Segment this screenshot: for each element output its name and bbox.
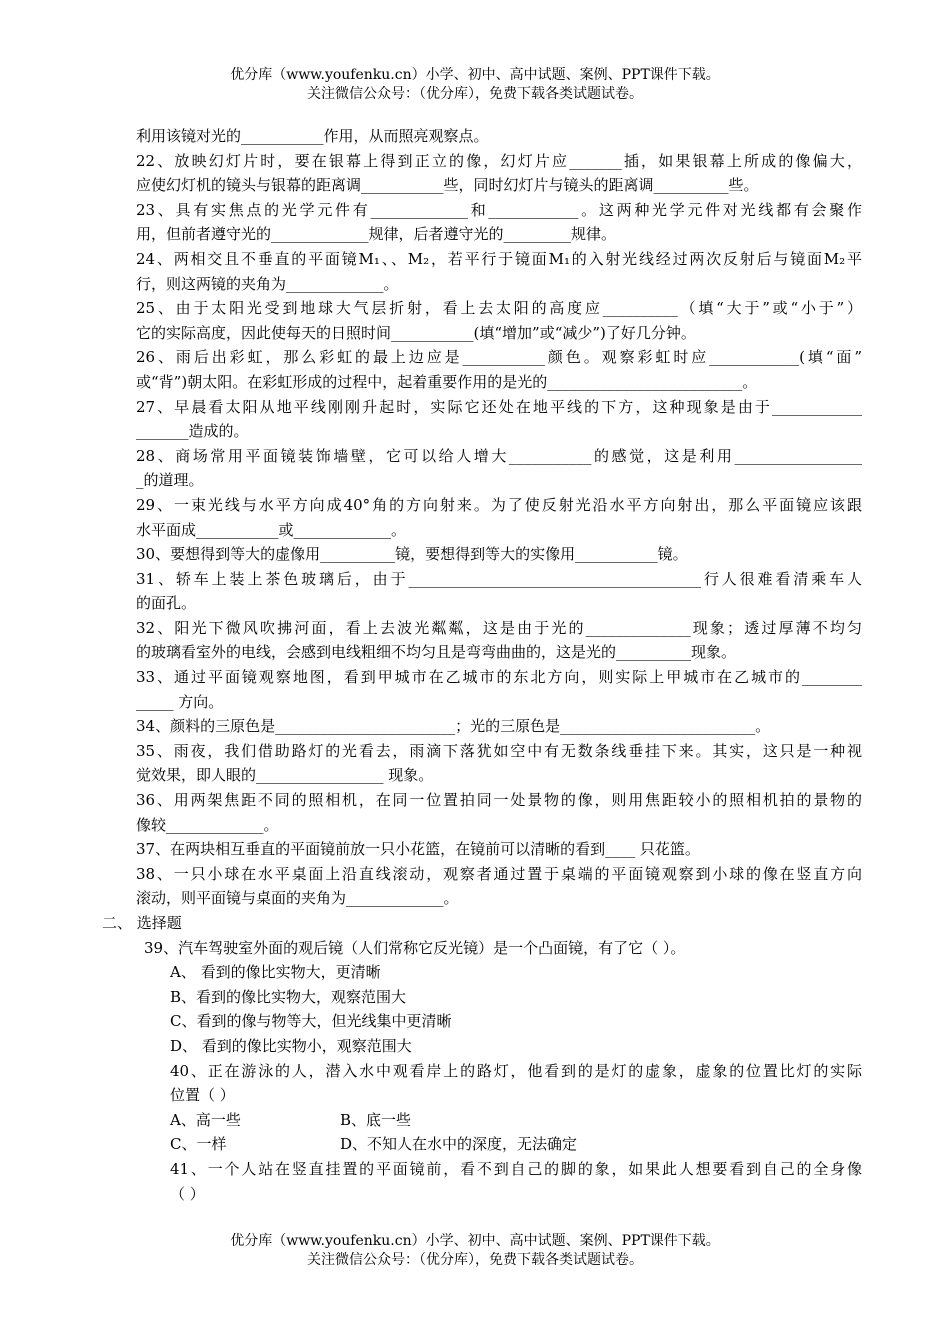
text-line: _______造成的。 xyxy=(136,422,249,441)
text-line: 水平面成___________或_____________。 xyxy=(136,520,407,539)
text-line: 28、商场常用平面镜装饰墙壁，它可以给人增大___________的感觉，这是利用_________________ xyxy=(136,446,862,465)
q40-options-row-2 xyxy=(136,1132,862,1157)
option-b: B、底一些 xyxy=(340,1110,412,1129)
text-line: 39、汽车驾驶室外面的观后镜（人们常称它反光镜）是一个凸面镜，有了它（ ）。 xyxy=(144,938,686,957)
text-line: 37、在两块相互垂直的平面镜前放一只小花篮，在镜前可以清晰的看到____ 只花篮。 xyxy=(136,840,700,859)
option-c: C、一样 xyxy=(170,1135,227,1154)
text-line: 25、由于太阳光受到地球大气层折射，看上去太阳的高度应__________（填“大于”或“小于”） xyxy=(136,299,862,318)
page-footer xyxy=(0,1232,950,1270)
text-line: 滚动，则平面镜与桌面的夹角为_____________。 xyxy=(136,889,459,908)
text-line: 用，但前者遵守光的_____________规律，后者遵守光的_________规律。 xyxy=(136,225,617,244)
text-line: 的玻璃看室外的电线，会感到电线粗细不均匀且是弯弯曲曲的，这是光的__________现象。 xyxy=(136,643,737,662)
text-line: 34、颜料的三原色是________________________；光的三原色是__________________________。 xyxy=(136,717,771,736)
text-line: 它的实际高度，因此使每天的日照时间___________(填“增加”或“减少”)了好几分钟。 xyxy=(136,323,696,342)
text-line: 利用该镜对光的___________作用，从而照亮观察点。 xyxy=(136,127,489,145)
q40-options-row-1 xyxy=(136,1108,862,1133)
text-line: 24、两相交且不垂直的平面镜M₁、、M₂，若平行于镜面M₁的入射光线经过两次反射后与镜面M₂平 xyxy=(136,249,862,268)
q41-line-1: 41、一个人站在竖直挂置的平面镜前，看不到自己的脚的象，如果此人想要看到自己的全身像 xyxy=(170,1159,862,1178)
text-line: 的面孔。 xyxy=(136,594,197,613)
option-d: D、不知人在水中的深度，无法确定 xyxy=(340,1135,578,1154)
text-line: 33、通过平面镜观察地图，看到甲城市在乙城市的东北方向，则实际上甲城市在乙城市的________ xyxy=(136,668,862,687)
text-line: 或“背”)朝太阳。在彩虹形成的过程中，起着重要作用的是光的__________________________。 xyxy=(136,372,758,391)
exam-content xyxy=(102,124,862,1206)
text-line: 二、 选择题 xyxy=(102,914,182,932)
text-line: 像较_____________。 xyxy=(136,815,279,834)
text-line: _的道理。 xyxy=(136,471,204,490)
footer-line-2: 关注微信公众号：（优分库），免费下载各类试题试卷。 xyxy=(307,1252,643,1268)
text-line: B、看到的像比实物大，观察范围大 xyxy=(170,987,407,1006)
text-line: 38、一只小球在水平桌面上沿直线滚动，观察者通过置于桌端的平面镜观察到小球的像在竖直方向 xyxy=(136,864,862,883)
text-line: A、 看到的像比实物大，更清晰 xyxy=(170,963,381,982)
text-line: 行，则这两镜的夹角为_____________。 xyxy=(136,274,399,293)
text-line: 35、雨夜，我们借助路灯的光看去，雨滴下落犹如空中有无数条线垂挂下来。其实，这只是一种视 xyxy=(136,741,862,760)
text-line: 26、雨后出彩虹，那么彩虹的最上边应是___________颜色。观察彩虹时应____________(填“面” xyxy=(136,348,862,367)
text-line: 31、轿车上装上茶色玻璃后，由于_______________________________________行人很难看清乘车人 xyxy=(136,569,862,588)
footer-line-1: 优分库（www.youfenku.cn）小学、初中、高中试题、案例、PPT课件下载。 xyxy=(230,1233,720,1249)
header-line-1: 优分库（www.youfenku.cn）小学、初中、高中试题、案例、PPT课件下载。 xyxy=(230,67,720,83)
text-line: 觉效果，即人眼的_________________ 现象。 xyxy=(136,766,434,785)
text-line: 32、阳光下微风吹拂河面，看上去波光粼粼，这是由于光的______________现象；透过厚薄不均匀 xyxy=(136,618,862,637)
text-line: 30、要想得到等大的虚像用__________镜，要想得到等大的实像用___________镜。 xyxy=(136,545,688,564)
text-line: 23、具有实焦点的光学元件有_____________和____________。这两种光学元件对光线都有会聚作 xyxy=(136,200,862,219)
page-header xyxy=(0,66,950,104)
text-line: 27、早晨看太阳从地平线刚刚升起时，实际它还处在地平线的下方，这种现象是由于____________ xyxy=(136,397,862,416)
q41-line-2: （ ） xyxy=(170,1184,205,1203)
question-lines xyxy=(102,124,862,1108)
text-line: 40、正在游泳的人，潜入水中观看岸上的路灯，他看到的是灯的虚象，虚象的位置比灯的实际 xyxy=(170,1061,862,1080)
text-line: 位置（ ） xyxy=(170,1086,235,1105)
option-a: A、高一些 xyxy=(170,1110,241,1129)
text-line: C、看到的像与物等大，但光线集中更清晰 xyxy=(170,1012,452,1031)
text-line: 22、放映幻灯片时，要在银幕上得到正立的像，幻灯片应_______插，如果银幕上所成的像偏大， xyxy=(136,151,862,170)
text-line: 36、用两架焦距不同的照相机，在同一位置拍同一处景物的像，则用焦距较小的照相机拍的景物的 xyxy=(136,791,862,810)
text-line: 29、一束光线与水平方向成40°角的方向射来。为了使反射光沿水平方向射出，那么平面镜应该跟 xyxy=(136,495,862,514)
text-line: D、 看到的像比实物小，观察范围大 xyxy=(170,1036,412,1055)
text-line: 应使幻灯机的镜头与银幕的距离调___________些，同时幻灯片与镜头的距离调__________些。 xyxy=(136,176,759,195)
text-line: _____ 方向。 xyxy=(136,692,224,711)
header-line-2: 关注微信公众号：（优分库），免费下载各类试题试卷。 xyxy=(307,86,643,102)
